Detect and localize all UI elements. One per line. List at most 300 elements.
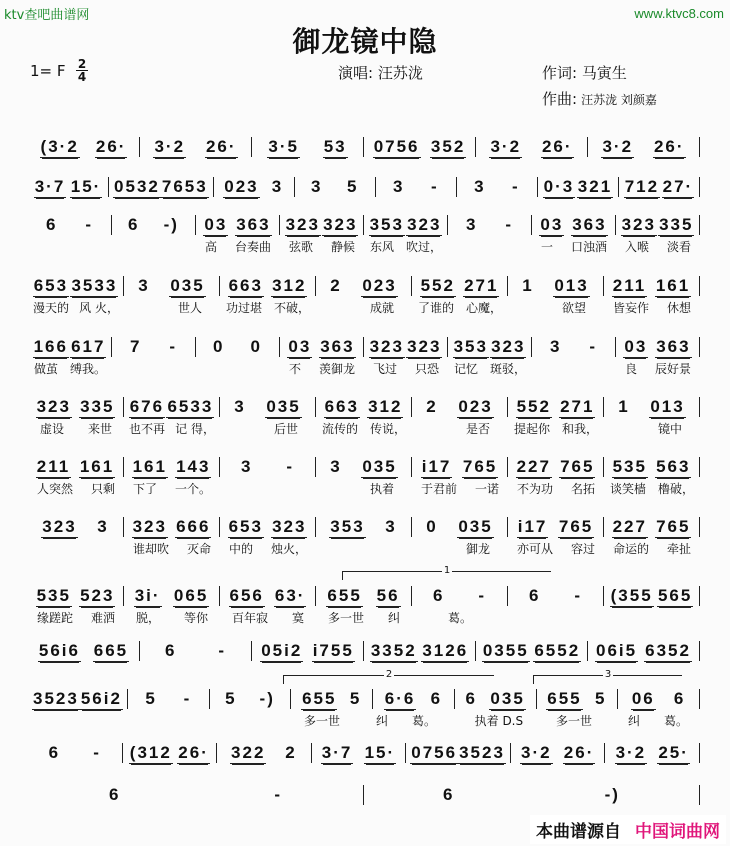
measure <box>316 517 411 538</box>
note-group: 765 <box>558 516 594 536</box>
measure <box>412 276 507 297</box>
note-group: 312 <box>368 396 403 416</box>
lyric-text: 下了 <box>132 482 157 496</box>
measure <box>28 517 123 538</box>
score-row <box>28 585 700 629</box>
lyric-text: 来世 <box>87 422 112 436</box>
measure <box>28 743 122 763</box>
measure <box>604 517 699 538</box>
lyric-text: 良 <box>624 362 637 376</box>
note-group: 665 <box>93 640 129 660</box>
note-group: 26· <box>563 742 595 762</box>
note-group: 7 <box>129 337 142 356</box>
note-group: 0756 <box>373 136 420 156</box>
note-group: 565 <box>657 585 693 605</box>
measure <box>508 586 603 606</box>
note-group: 3·2 <box>490 136 522 156</box>
barline <box>699 337 700 357</box>
note-group: 05i2 <box>261 640 303 660</box>
note-group: -) <box>259 689 275 708</box>
measure <box>604 457 699 478</box>
lyric-text: 淡看 <box>666 240 691 254</box>
score-row <box>28 688 700 732</box>
note-group: 15· <box>364 742 396 762</box>
measure <box>619 177 699 198</box>
measure <box>28 785 363 805</box>
source-label: 本曲谱源自 <box>536 822 621 842</box>
lyrics-line <box>28 238 700 256</box>
lyric-text: 记 得， <box>175 422 215 436</box>
note-group: 323 <box>272 516 307 536</box>
lyric-text: 一 <box>540 240 553 254</box>
measure <box>291 689 372 710</box>
score-row <box>28 742 700 786</box>
note-group: 25· <box>658 742 689 762</box>
measure <box>364 641 475 662</box>
note-group: 352 <box>430 136 466 156</box>
note-group: (355 <box>610 585 653 605</box>
lyric-text: 后世 <box>273 422 298 436</box>
measure <box>364 785 699 805</box>
measure <box>112 215 195 235</box>
note-group: 323 <box>323 214 358 234</box>
barline <box>699 586 700 606</box>
note-group: 6533 <box>167 396 214 416</box>
lyric-text: 入喉 <box>624 240 649 254</box>
note-group: 0532 <box>114 176 160 196</box>
note-group: 765 <box>656 516 691 536</box>
measure <box>476 137 587 158</box>
note-group: 363 <box>656 336 691 356</box>
measure <box>210 689 291 709</box>
note-group: 2 <box>285 743 297 762</box>
lyric-text: 百年寂 <box>231 611 268 625</box>
measure <box>124 397 219 418</box>
note-group: 03 <box>288 336 312 356</box>
measure <box>448 215 531 235</box>
note-group: - <box>511 177 520 196</box>
site-logo-left: ktv查吧曲谱网 <box>4 8 90 23</box>
note-group: 323 <box>285 214 320 234</box>
measure <box>124 276 219 297</box>
note-group: 535 <box>612 456 647 476</box>
note-group: 56i6 <box>38 640 80 660</box>
note-group: 3 <box>393 177 405 196</box>
lyricist-credit: 作词: 马寅生 <box>542 64 627 82</box>
volta-bracket: 1 <box>342 571 551 580</box>
note-group: (312 <box>129 742 172 762</box>
source-footer <box>530 815 726 844</box>
note-group: 035 <box>458 516 493 536</box>
lyric-text: 牵扯 <box>666 542 691 556</box>
note-group: 0 <box>250 337 262 356</box>
lyrics-line <box>28 540 700 558</box>
lyric-text: 了谁的 <box>417 301 454 315</box>
note-group: 26· <box>653 136 685 156</box>
measure <box>455 689 536 710</box>
lyric-text: 灭命 <box>186 542 211 556</box>
composer-credit <box>542 88 657 109</box>
time-signature-bottom: 4 <box>77 70 87 84</box>
measure <box>511 743 605 764</box>
note-group: 353 <box>369 214 404 234</box>
note-group: 653 <box>228 516 263 536</box>
note-group: 323 <box>491 336 526 356</box>
notes-line <box>28 136 700 158</box>
measure <box>28 689 127 710</box>
note-group: 161 <box>132 456 167 476</box>
note-group: 3i· <box>134 585 161 605</box>
lyric-text: 缘蹉跎 <box>36 611 73 625</box>
note-group: 26· <box>205 136 237 156</box>
note-group: 363 <box>236 214 271 234</box>
note-group: 3 <box>385 517 397 536</box>
note-group: 335 <box>659 214 694 234</box>
note-group: 6 <box>673 689 686 708</box>
barline <box>699 177 700 197</box>
note-group: - <box>478 586 487 605</box>
measure <box>448 337 531 358</box>
key-signature: 1= F <box>30 62 66 80</box>
measure <box>252 137 363 158</box>
note-group: 3 <box>271 177 284 196</box>
measure <box>28 457 123 478</box>
note-group: 227 <box>612 516 647 536</box>
note-group: 663 <box>324 396 359 416</box>
measure <box>112 337 195 357</box>
measure <box>252 641 363 662</box>
notes-line <box>28 742 700 764</box>
note-group: 3·2 <box>615 742 647 762</box>
measure <box>588 137 699 158</box>
note-group: 617 <box>71 336 106 356</box>
lyric-text: 烛火， <box>270 542 307 556</box>
lyric-text: 做茧 <box>33 362 58 376</box>
lyric-text: 纠 <box>387 611 400 625</box>
notes-line <box>28 784 700 806</box>
lyric-text: 镜中 <box>657 422 682 436</box>
lyric-text: 心魔， <box>465 301 502 315</box>
note-group: 323 <box>407 336 442 356</box>
note-group: 26· <box>541 136 573 156</box>
score-row <box>28 336 700 380</box>
note-group: - <box>274 785 283 804</box>
barline <box>699 743 700 763</box>
lyric-text: 漫天的 <box>33 301 70 315</box>
measure <box>140 137 251 158</box>
note-group: 3·5 <box>268 136 299 156</box>
note-group: - <box>218 641 227 660</box>
measure <box>28 137 139 158</box>
lyric-text: 于君前 <box>420 482 457 496</box>
notes-line <box>28 275 700 297</box>
note-group: 312 <box>272 275 307 295</box>
note-group: 06i5 <box>596 640 638 660</box>
note-group: 6 <box>48 743 61 762</box>
barline <box>699 276 700 296</box>
note-group: (3·2 <box>40 136 79 156</box>
note-group: 655 <box>302 688 337 708</box>
lyric-text: 虚设 <box>39 422 64 436</box>
note-group: 353 <box>330 516 365 536</box>
lyric-text: 皆妄作 <box>612 301 649 315</box>
note-group: 335 <box>80 396 115 416</box>
note-group: 3·2 <box>154 136 186 156</box>
lyric-text: 是否 <box>465 422 490 436</box>
score-row <box>28 214 700 258</box>
measure <box>537 689 618 710</box>
note-group: 03 <box>540 214 564 234</box>
note-group: 676 <box>129 396 165 416</box>
note-group: 3 <box>240 457 253 476</box>
note-group: 323 <box>42 516 77 536</box>
lyric-text: 高 <box>204 240 217 254</box>
note-group: 353 <box>453 336 488 356</box>
note-group: 3523 <box>459 742 505 762</box>
measure <box>508 397 603 418</box>
lyric-text: 也不再 <box>129 422 166 436</box>
lyric-text: 功过堪 <box>225 301 262 315</box>
measure <box>605 743 699 764</box>
notes-line <box>28 640 700 662</box>
note-group: 663 <box>228 275 263 295</box>
measure <box>476 641 587 662</box>
note-group: 6 <box>164 641 177 660</box>
note-group: 3 <box>97 517 109 536</box>
note-group: 3352 <box>370 640 417 660</box>
measure <box>508 457 603 478</box>
measure <box>373 689 454 710</box>
note-group: 0355 <box>482 640 529 660</box>
note-group: 363 <box>320 336 355 356</box>
note-group: 3·2 <box>521 742 552 762</box>
note-group: 3 <box>234 397 246 416</box>
note-group: 3523 <box>33 688 79 708</box>
note-group: 323 <box>36 396 71 416</box>
lyric-text: 传说， <box>369 422 406 436</box>
lyric-text: 执着 <box>369 482 394 496</box>
note-group: 6 <box>528 586 541 605</box>
lyric-text: 执着 D.S <box>474 714 524 728</box>
notes-line <box>28 688 700 710</box>
notes-line <box>28 456 700 478</box>
measure <box>604 276 699 297</box>
lyric-text: 一诺 <box>474 482 499 496</box>
note-group: 26· <box>95 136 127 156</box>
note-group: 6 <box>128 215 140 234</box>
barline <box>699 215 700 235</box>
note-group: 653 <box>33 275 69 295</box>
measure <box>28 397 123 418</box>
note-group: 323 <box>132 516 167 536</box>
barline <box>699 457 700 477</box>
measure <box>618 689 699 710</box>
note-group: 03 <box>624 336 648 356</box>
note-group: 013 <box>554 275 589 295</box>
note-group: 3 <box>311 177 323 196</box>
note-group: - <box>505 215 514 234</box>
measure <box>616 215 699 236</box>
score-row <box>28 275 700 319</box>
note-group: 271 <box>464 275 499 295</box>
lyric-text: 东风 <box>369 240 394 254</box>
note-group: 5 <box>595 689 607 708</box>
barline <box>699 641 700 661</box>
measure <box>295 177 375 197</box>
lyric-text: 不为功 <box>516 482 553 496</box>
note-group: 7653 <box>161 176 208 196</box>
lyric-text: 御龙 <box>465 542 490 556</box>
measure <box>316 276 411 297</box>
lyric-text: 等你 <box>183 611 208 625</box>
lyrics-line <box>28 360 700 378</box>
measure <box>538 177 618 198</box>
lyric-text: 辰好景 <box>654 362 691 376</box>
volta-bracket: 2 <box>283 675 494 684</box>
note-group: 06 <box>631 688 655 708</box>
note-group: 161 <box>655 275 691 295</box>
measure <box>220 457 315 477</box>
score-row <box>28 396 700 440</box>
lyric-text: 不破， <box>273 301 310 315</box>
note-group: 013 <box>650 396 685 416</box>
notes-line <box>28 585 700 607</box>
note-group: 56i2 <box>80 688 122 708</box>
note-group: 3·2 <box>602 136 634 156</box>
note-group: 2 <box>426 397 438 416</box>
note-group: 15· <box>70 176 102 196</box>
score-row <box>28 516 700 560</box>
note-group: 0 <box>426 517 438 536</box>
note-group: 323 <box>407 214 442 234</box>
note-group: 6 <box>443 785 455 804</box>
note-group: 3 <box>474 177 486 196</box>
barline <box>699 137 700 157</box>
note-group: - <box>183 689 192 708</box>
lyric-text: 多一世 <box>555 714 592 728</box>
note-group: - <box>93 743 101 762</box>
measure <box>28 586 123 607</box>
measure <box>220 517 315 538</box>
measure <box>220 276 315 297</box>
measure <box>28 276 123 297</box>
lyric-text: 羡御龙 <box>318 362 355 376</box>
note-group: 655 <box>547 688 582 708</box>
note-group: -) <box>604 785 620 804</box>
measure <box>508 517 603 538</box>
measure <box>604 586 699 607</box>
lyric-text: 缚我。 <box>69 362 106 376</box>
note-group: 26· <box>178 742 209 762</box>
lyric-text: 静候 <box>330 240 355 254</box>
site-url: www.ktvc8.com <box>634 6 724 21</box>
lyrics-line <box>28 299 700 317</box>
measure <box>412 457 507 478</box>
measure <box>280 337 363 358</box>
note-group: i17 <box>421 456 452 476</box>
note-group: 035 <box>170 275 205 295</box>
lyric-text: 纠 <box>627 714 640 728</box>
lyric-text: 记忆 <box>453 362 478 376</box>
note-group: - <box>286 457 295 476</box>
note-group: 5 <box>225 689 237 708</box>
measure <box>457 177 537 197</box>
note-group: - <box>589 337 598 356</box>
note-group: 6 <box>465 689 477 708</box>
measure <box>28 215 111 235</box>
lyric-text: 脱， <box>135 611 160 625</box>
notes-line <box>28 516 700 538</box>
lyrics-line <box>28 609 700 627</box>
measure <box>364 137 475 158</box>
lyric-text: 寞 <box>291 611 304 625</box>
lyric-text: 只恐 <box>414 362 439 376</box>
note-group: 065 <box>173 585 209 605</box>
note-group: 143 <box>176 456 211 476</box>
lyric-text: 台奏曲 <box>234 240 271 254</box>
note-group: 161 <box>79 456 115 476</box>
note-group: 023 <box>458 396 493 416</box>
note-group: 535 <box>36 585 71 605</box>
lyric-text: 容过 <box>570 542 595 556</box>
measure <box>364 337 447 358</box>
note-group: 1 <box>522 276 534 295</box>
measure <box>214 177 294 198</box>
lyric-text: 欲望 <box>561 301 586 315</box>
note-group: 6 <box>430 689 443 708</box>
measure <box>532 215 615 236</box>
notes-line <box>28 396 700 418</box>
note-group: 5 <box>349 689 362 708</box>
notes-line <box>28 214 700 236</box>
note-group: 323 <box>621 214 656 234</box>
singer-credit: 演唱: 汪苏泷 <box>338 64 423 82</box>
measure <box>28 641 139 662</box>
note-group: i755 <box>312 640 354 660</box>
measure <box>28 337 111 358</box>
lyric-text: 流传的 <box>321 422 358 436</box>
note-group: 3 <box>330 457 342 476</box>
note-group: 563 <box>656 456 691 476</box>
note-group: 63· <box>274 585 306 605</box>
note-group: 6·6 <box>384 688 416 708</box>
measure <box>412 397 507 418</box>
lyric-text: 成就 <box>369 301 394 315</box>
note-group: 666 <box>176 516 211 536</box>
lyrics-line <box>28 712 700 730</box>
measure <box>123 743 217 764</box>
score-row <box>28 136 700 180</box>
lyric-text: 一个。 <box>174 482 211 496</box>
measure <box>376 177 456 197</box>
measure <box>412 517 507 538</box>
note-group: 712 <box>624 176 660 196</box>
barline <box>699 397 700 417</box>
note-group: - <box>169 337 178 356</box>
note-group: 3126 <box>422 640 469 660</box>
lyric-text: 谈笑樯 <box>609 482 646 496</box>
measure <box>124 517 219 538</box>
lyric-text: 休想 <box>666 301 691 315</box>
note-group: 6352 <box>645 640 691 660</box>
note-group: 035 <box>266 396 301 416</box>
lyric-text: 世人 <box>177 301 202 315</box>
lyric-text: 难洒 <box>90 611 115 625</box>
time-signature-top: 2 <box>77 57 87 71</box>
measure <box>406 743 510 764</box>
measure <box>140 641 251 661</box>
lyric-text: 命运的 <box>612 542 649 556</box>
